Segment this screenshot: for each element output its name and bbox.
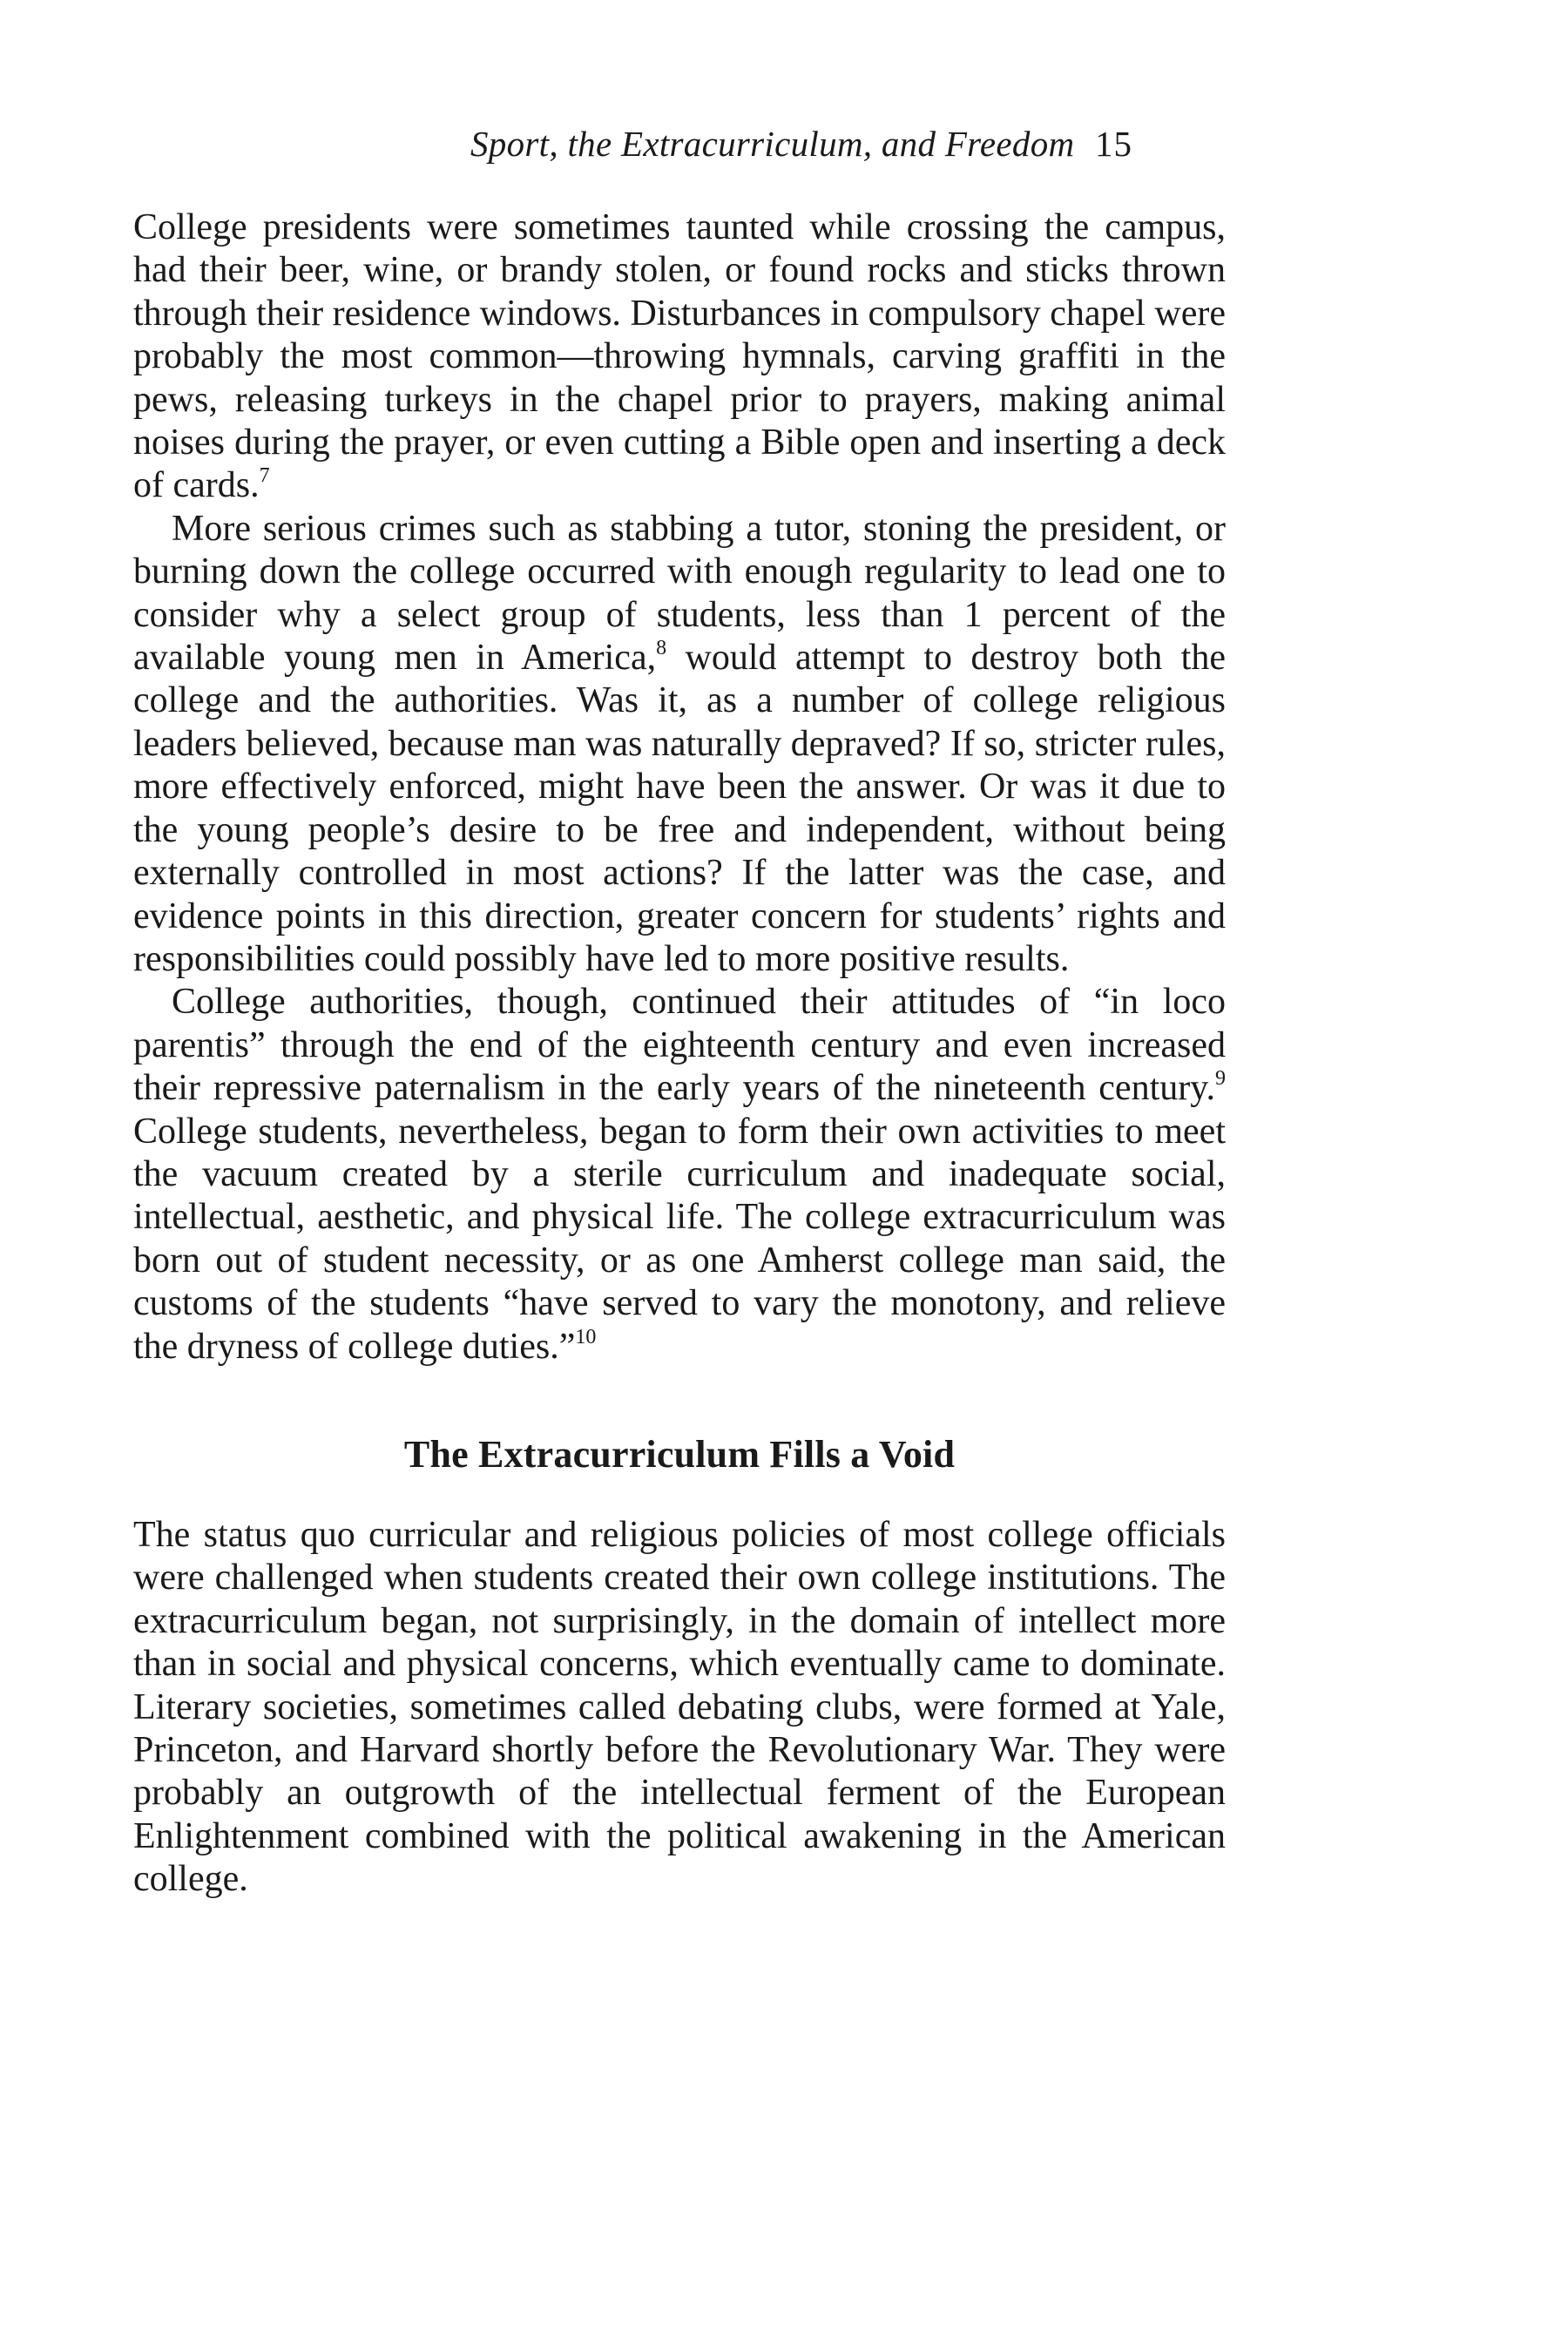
footnote-ref: 7: [259, 464, 270, 488]
paragraph-text: College authorities, though, continued their attitudes of “in loco parentis” through the end of the eighteenth century and even increased their repressive paternalism in the early years of the nineteenth century.: [133, 982, 1226, 1109]
body-text: [133, 206, 1226, 1902]
paragraph-text: The status quo curricular and religious policies of most college officials were challenged when students created their own college institutions. The extracurriculum began, not surprisingly, in the domain of intellect more than in social and physical concerns, which eventually came to dominate. Literary societies, sometimes called debating clubs, were formed at Yale, Princeton, and Harvard shortly before the Revolutionary War. They were probably an outgrowth of the intellectual ferment of the European Enlightenment combined with the political awakening in the American college.: [133, 1514, 1226, 1900]
footnote-ref: 10: [575, 1325, 597, 1348]
paragraph-text: would attempt to destroy both the college and the authorities. Was it, as a number of college religious leaders believed, because man was naturally depraved? If so, stricter rules, more effectively enforced, might have been the answer. Or was it due to the young people’s desire to be free and independent, without being externally controlled in most actions? If the latter was the case, and evidence points in this direction, greater concern for students’ rights and responsibilities could possibly have led to more positive results.: [133, 638, 1226, 979]
footnote-ref: 9: [1215, 1067, 1226, 1091]
paragraph-text: More serious crimes such as stabbing a tutor, stoning the president, or burning down the college occurred with enough regularity to lead one to consider why a select group of students, less than 1 percent of the available young men in America,: [133, 508, 1226, 679]
footnote-ref: 8: [656, 637, 667, 660]
paragraph-extracurriculum: [133, 1514, 1226, 1902]
section-heading: The Extracurriculum Fills a Void: [403, 1432, 956, 1476]
running-head: [470, 118, 1132, 170]
paragraph-text: College presidents were sometimes taunted while crossing the campus, had their beer, wine, or brandy stolen, or found rocks and sticks thrown through their residence windows. Disturbances in compulsory chapel were probably the most common—throwing hymnals, carving graffiti in the pews, releasing turkeys in the chapel prior to prayers, making animal noises during the prayer, or even cutting a Bible open and inserting a deck of cards.: [133, 207, 1226, 506]
paragraph-text: College students, nevertheless, began to form their own activities to meet the vacuum created by a sterile curriculum and inadequate social, intellectual, aesthetic, and physical life. The college extracurriculum was born out of student necessity, or as one Amherst college man said, the customs of the students “have served to vary the monotony, and relieve the dryness of college duties.”: [133, 1111, 1226, 1367]
page-number: 15: [1095, 124, 1132, 164]
paragraph-in-loco-parentis: [133, 981, 1226, 1369]
paragraph-serious-crimes: [133, 508, 1226, 981]
running-title: Sport, the Extracurriculum, and Freedom: [470, 124, 1075, 164]
paragraph-college-disturbances: [133, 206, 1226, 508]
